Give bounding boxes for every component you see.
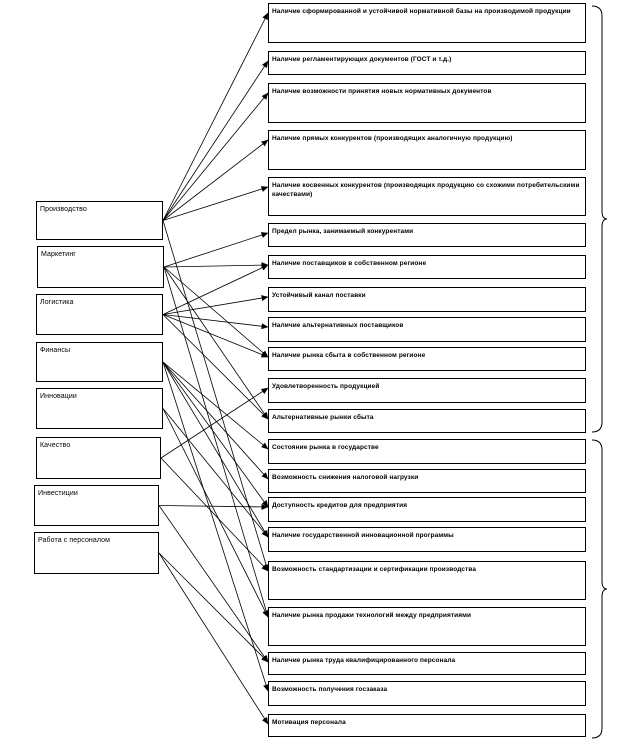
factor-box-qual (36, 437, 161, 479)
arrow-link (164, 265, 268, 267)
criterion-box (268, 51, 586, 75)
factor-label: Финансы (40, 347, 71, 354)
factor-label: Качество (40, 442, 71, 449)
criterion-label: Доступность кредитов для предприятия (272, 502, 408, 509)
arrow-link (163, 13, 268, 221)
arrow-link (163, 315, 268, 420)
criterion-box (268, 83, 586, 123)
criterion-label: Мотивация персонала (272, 719, 346, 726)
arrow-link (159, 553, 268, 662)
arrow-link (163, 362, 268, 449)
criterion-label: Наличие регламентирующих документов (ГОСТ и т.д.) (272, 56, 452, 63)
criterion-box (268, 681, 586, 706)
factor-box-inv (34, 485, 159, 526)
factor-label: Маркетинг (41, 251, 76, 258)
factor-label: Производство (40, 206, 87, 213)
criterion-label: Возможность получения госзаказа (272, 686, 388, 693)
factor-label: Инвестиции (38, 490, 78, 497)
criterion-box (268, 223, 586, 247)
criterion-label: Наличие рынка труда квалифицированного персонала (272, 657, 456, 664)
criterion-box (268, 469, 586, 493)
factor-label: Работа с персоналом (38, 537, 111, 544)
factor-box-hr (34, 532, 159, 574)
arrow-links (159, 13, 268, 724)
criterion-label: Устойчивый канал поставки (272, 292, 366, 299)
criterion-box (268, 130, 586, 170)
criterion-label: Наличие рынка продажи технологий между предприятиями (272, 612, 472, 619)
criterion-label: Наличие возможности принятия новых нормативных документов (272, 88, 492, 95)
group-brace (592, 6, 607, 432)
criterion-label: Состояние рынка в государстве (272, 444, 379, 451)
factor-label: Логистика (40, 299, 74, 306)
factor-box-fin (36, 342, 163, 382)
criterion-label: Наличие рынка сбыта в собственном регионе (272, 352, 426, 359)
arrow-link (163, 409, 268, 538)
criterion-label: Удовлетворенность продукцией (272, 383, 380, 390)
criterion-box (268, 317, 586, 342)
criterion-box (268, 714, 586, 737)
criterion-label: Предел рынка, занимаемый конкурентами (272, 228, 414, 235)
brace-group (592, 6, 607, 738)
criterion-box (268, 409, 586, 433)
criterion-box (268, 561, 586, 600)
criterion-label: Наличие альтернативных поставщиков (272, 322, 404, 329)
criterion-label: Наличие прямых конкурентов (производящих аналогичную продукцию) (272, 135, 513, 142)
criterion-label: Наличие сформированной и устойчивой нормативной базы на производимой продукции (272, 8, 571, 15)
group-brace (592, 440, 607, 738)
arrow-link (159, 506, 268, 508)
criterion-label: Альтернативные рынки сбыта (272, 414, 374, 421)
arrow-link (163, 362, 268, 537)
criterion-box (268, 439, 586, 464)
arrow-link (163, 61, 268, 221)
criterion-label: Наличие поставщиков в собственном регионе (272, 260, 427, 267)
arrow-link (163, 93, 268, 221)
criterion-box (268, 378, 586, 403)
factor-box-log (36, 294, 163, 335)
criterion-box (268, 177, 586, 216)
criterion-box (268, 3, 586, 43)
criterion-box (268, 347, 586, 371)
criterion-label: Наличие косвенных конкурентов (производящих продукцию со схожими потребительскими качествами) (272, 182, 580, 198)
arrow-link (164, 233, 268, 267)
factor-label: Инновации (40, 393, 77, 400)
factor-box-prod (36, 201, 163, 240)
arrow-link (161, 458, 268, 571)
criterion-box (268, 652, 586, 675)
arrow-link (163, 362, 268, 507)
criterion-box (268, 607, 586, 646)
criterion-box (268, 527, 586, 552)
criterion-box (268, 287, 586, 312)
arrow-link (163, 140, 268, 221)
arrow-link (163, 187, 268, 221)
criterion-box (268, 255, 586, 279)
criterion-label: Возможность стандартизации и сертификации производства (272, 566, 477, 573)
criterion-box (268, 497, 586, 522)
factor-box-inn (36, 388, 163, 429)
criterion-label: Возможность снижения налоговой нагрузки (272, 474, 419, 481)
arrow-link (163, 362, 268, 479)
criterion-label: Наличие государственной инновационной программы (272, 532, 454, 539)
factor-box-mkt (37, 246, 164, 288)
